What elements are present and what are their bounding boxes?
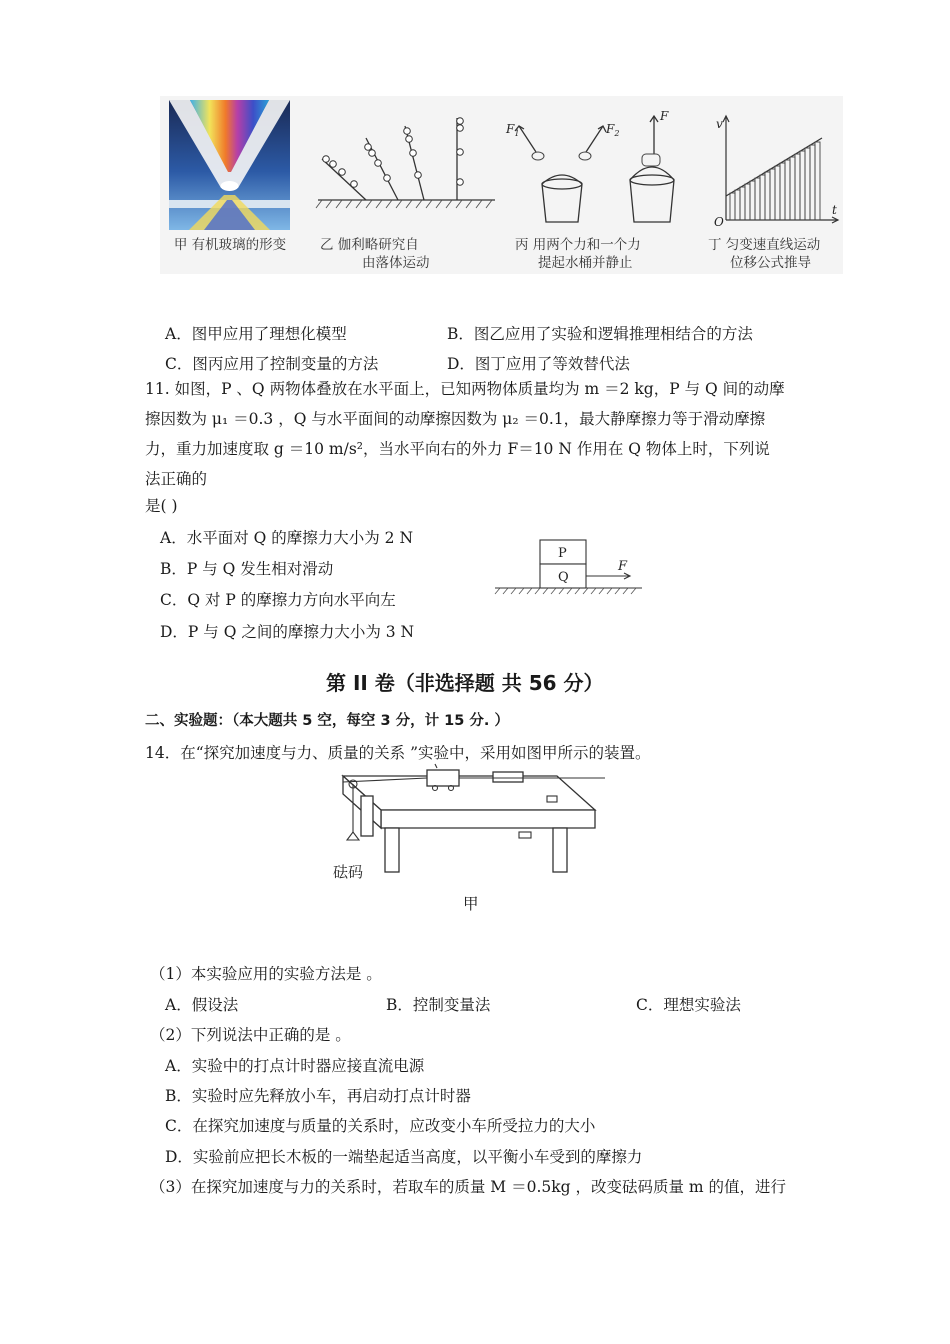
q11-stem-line-4: 法正确的	[145, 470, 208, 488]
q11-option-b: B．P 与 Q 发生相对滑动	[160, 560, 334, 578]
q11-stem-line-3: 力，重力加速度取 g ＝10 m/s²，当水平向右的外力 F＝10 N 作用在 Q 物体上时，下列说	[145, 440, 770, 458]
figure-yi-image	[310, 110, 500, 215]
figure-jia-caption: 甲 有机玻璃的形变	[173, 237, 287, 253]
q11-option-d: D．P 与 Q 之间的摩擦力大小为 3 N	[160, 623, 415, 641]
q14-stem: 14．在“探究加速度与力、质量的关系 ”实验中，采用如图甲所示的装置。	[145, 744, 651, 762]
q14-sub1: （1）本实验应用的实验方法是 。	[150, 965, 382, 983]
q14-sub2-option-a: A．实验中的打点计时器应接直流电源	[165, 1057, 425, 1075]
figure-bing-caption-1: 丙 用两个力和一个力	[515, 237, 641, 253]
q10-option-c: C．图丙应用了控制变量的方法	[165, 355, 379, 373]
q11-blocks-figure	[490, 535, 650, 600]
part2-title: 第 II 卷（非选择题 共 56 分）	[326, 671, 604, 695]
weight-label: 砝码	[333, 863, 364, 881]
q14-sub2-option-d: D．实验前应把长木板的一端垫起适当高度，以平衡小车受到的摩擦力	[165, 1148, 643, 1166]
force-f1-label: $F_1$	[506, 122, 520, 138]
block-p-label: P	[558, 546, 567, 561]
t-axis-label: t	[832, 203, 837, 217]
force-f2-label: $F_2$	[606, 122, 620, 138]
origin-label: O	[714, 215, 724, 228]
figure-jia-image	[169, 100, 290, 230]
figure-ding-caption-1: 丁 匀变速直线运动	[708, 237, 821, 253]
figure-bing-image	[502, 104, 692, 228]
q10-option-d: D．图丁应用了等效替代法	[447, 355, 630, 373]
force-f-arrow-label: F	[618, 559, 628, 574]
force-f-label: F	[660, 109, 669, 123]
q14-sub2-option-b: B．实验时应先释放小车，再启动打点计时器	[165, 1087, 471, 1105]
section2-heading: 二、实验题：（本大题共 5 空，每空 3 分，计 15 分. ）	[145, 713, 509, 729]
figure-ding-image	[706, 108, 846, 228]
q14-sub1-option-a: A．假设法	[165, 996, 239, 1014]
q14-figure-caption: 甲	[463, 895, 479, 913]
q11-stem-line-2: 擦因数为 μ₁ ＝0.3 ，Q 与水平面间的动摩擦因数为 μ₂ ＝0.1，最大静摩擦力等于滑动摩擦	[145, 410, 766, 428]
v-axis-label: v	[716, 117, 723, 131]
q11-stem-line-1: 11. 如图，P 、Q 两物体叠放在水平面上，已知两物体质量均为 m ＝2 kg，P 与 Q 间的动摩	[145, 380, 785, 398]
figure-ding-caption-2: 位移公式推导	[730, 255, 811, 271]
block-q-label: Q	[558, 570, 569, 585]
q14-sub1-option-c: C．理想实验法	[636, 996, 741, 1014]
q14-apparatus-figure	[325, 762, 605, 882]
q11-option-a: A．水平面对 Q 的摩擦力大小为 2 N	[160, 529, 414, 547]
q10-option-a: A．图甲应用了理想化模型	[165, 325, 347, 343]
q10-option-b: B．图乙应用了实验和逻辑推理相结合的方法	[447, 325, 753, 343]
q14-sub1-option-b: B．控制变量法	[386, 996, 491, 1014]
q14-sub2: （2）下列说法中正确的是 。	[150, 1026, 351, 1044]
q11-stem-line-5: 是( )	[145, 497, 178, 515]
q14-sub3: （3）在探究加速度与力的关系时，若取车的质量 M ＝0.5kg ，改变砝码质量 m 的值，进行	[150, 1178, 787, 1196]
figure-bing-caption-2: 提起水桶并静止	[538, 255, 633, 271]
q11-option-c: C．Q 对 P 的摩擦力方向水平向左	[160, 591, 396, 609]
figure-yi-caption-1: 乙 伽利略研究自	[320, 237, 419, 253]
figure-yi-caption-2: 由落体运动	[362, 255, 430, 271]
q14-sub2-option-c: C．在探究加速度与质量的关系时，应改变小车所受拉力的大小	[165, 1117, 596, 1135]
